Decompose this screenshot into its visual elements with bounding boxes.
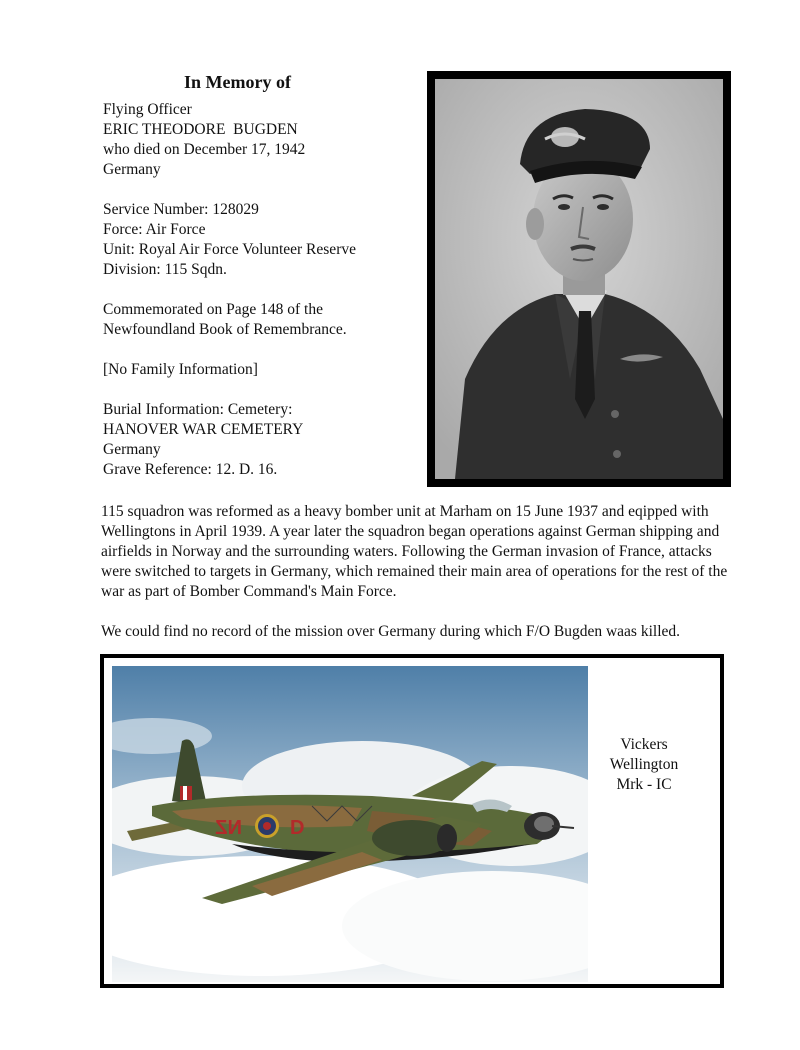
service-number: Service Number: 128029 [103, 201, 259, 218]
history-paragraph: 115 squadron was reformed as a heavy bomber unit at Marham on 15 June 1937 and eqipped with Wellingtons in April 1939. A year later the squadron began operations against German shipping and airfields in Norway and the surrounding waters. Following the German invasion of France, attacks were switched to targets in Germany, which remained their main area of operations for the rest of the war as part of Bomber Command's Main Force. [101, 503, 728, 600]
fuselage-code-letters: NZ [215, 817, 242, 839]
burial-label: Burial Information: Cemetery: [103, 401, 293, 418]
caption-model: Wellington [609, 756, 679, 773]
service-details [103, 100, 423, 480]
squadron-history [101, 502, 741, 642]
burial-country: Germany [103, 441, 161, 458]
wellington-bomber-photo [112, 666, 588, 982]
date-of-death: who died on December 17, 1942 [103, 141, 306, 158]
commemoration-line-1: Commemorated on Page 148 of the [103, 301, 323, 318]
country-of-death: Germany [103, 161, 161, 178]
grave-reference: Grave Reference: 12. D. 16. [103, 461, 278, 478]
officer-portrait-photo [435, 79, 723, 479]
full-name: ERIC THEODORE BUGDEN [103, 121, 298, 138]
division: Division: 115 Sqdn. [103, 261, 227, 278]
caption-mark: Mrk - IC [616, 776, 672, 793]
memorial-heading: In Memory of [184, 72, 291, 92]
aircraft-caption [594, 735, 694, 795]
caption-manufacturer: Vickers [620, 736, 668, 753]
portrait-photo-frame [427, 71, 731, 487]
cemetery-name: HANOVER WAR CEMETERY [103, 421, 304, 438]
unit: Unit: Royal Air Force Volunteer Reserve [103, 241, 356, 258]
family-information: [No Family Information] [103, 361, 258, 378]
fuselage-code-letter: D [290, 817, 305, 839]
force: Force: Air Force [103, 221, 206, 238]
commemoration-line-2: Newfoundland Book of Remembrance. [103, 321, 347, 338]
aircraft-photo-frame [100, 654, 724, 988]
rank: Flying Officer [103, 101, 192, 118]
mission-paragraph: We could find no record of the mission over Germany during which F/O Bugden waas killed. [101, 623, 681, 640]
